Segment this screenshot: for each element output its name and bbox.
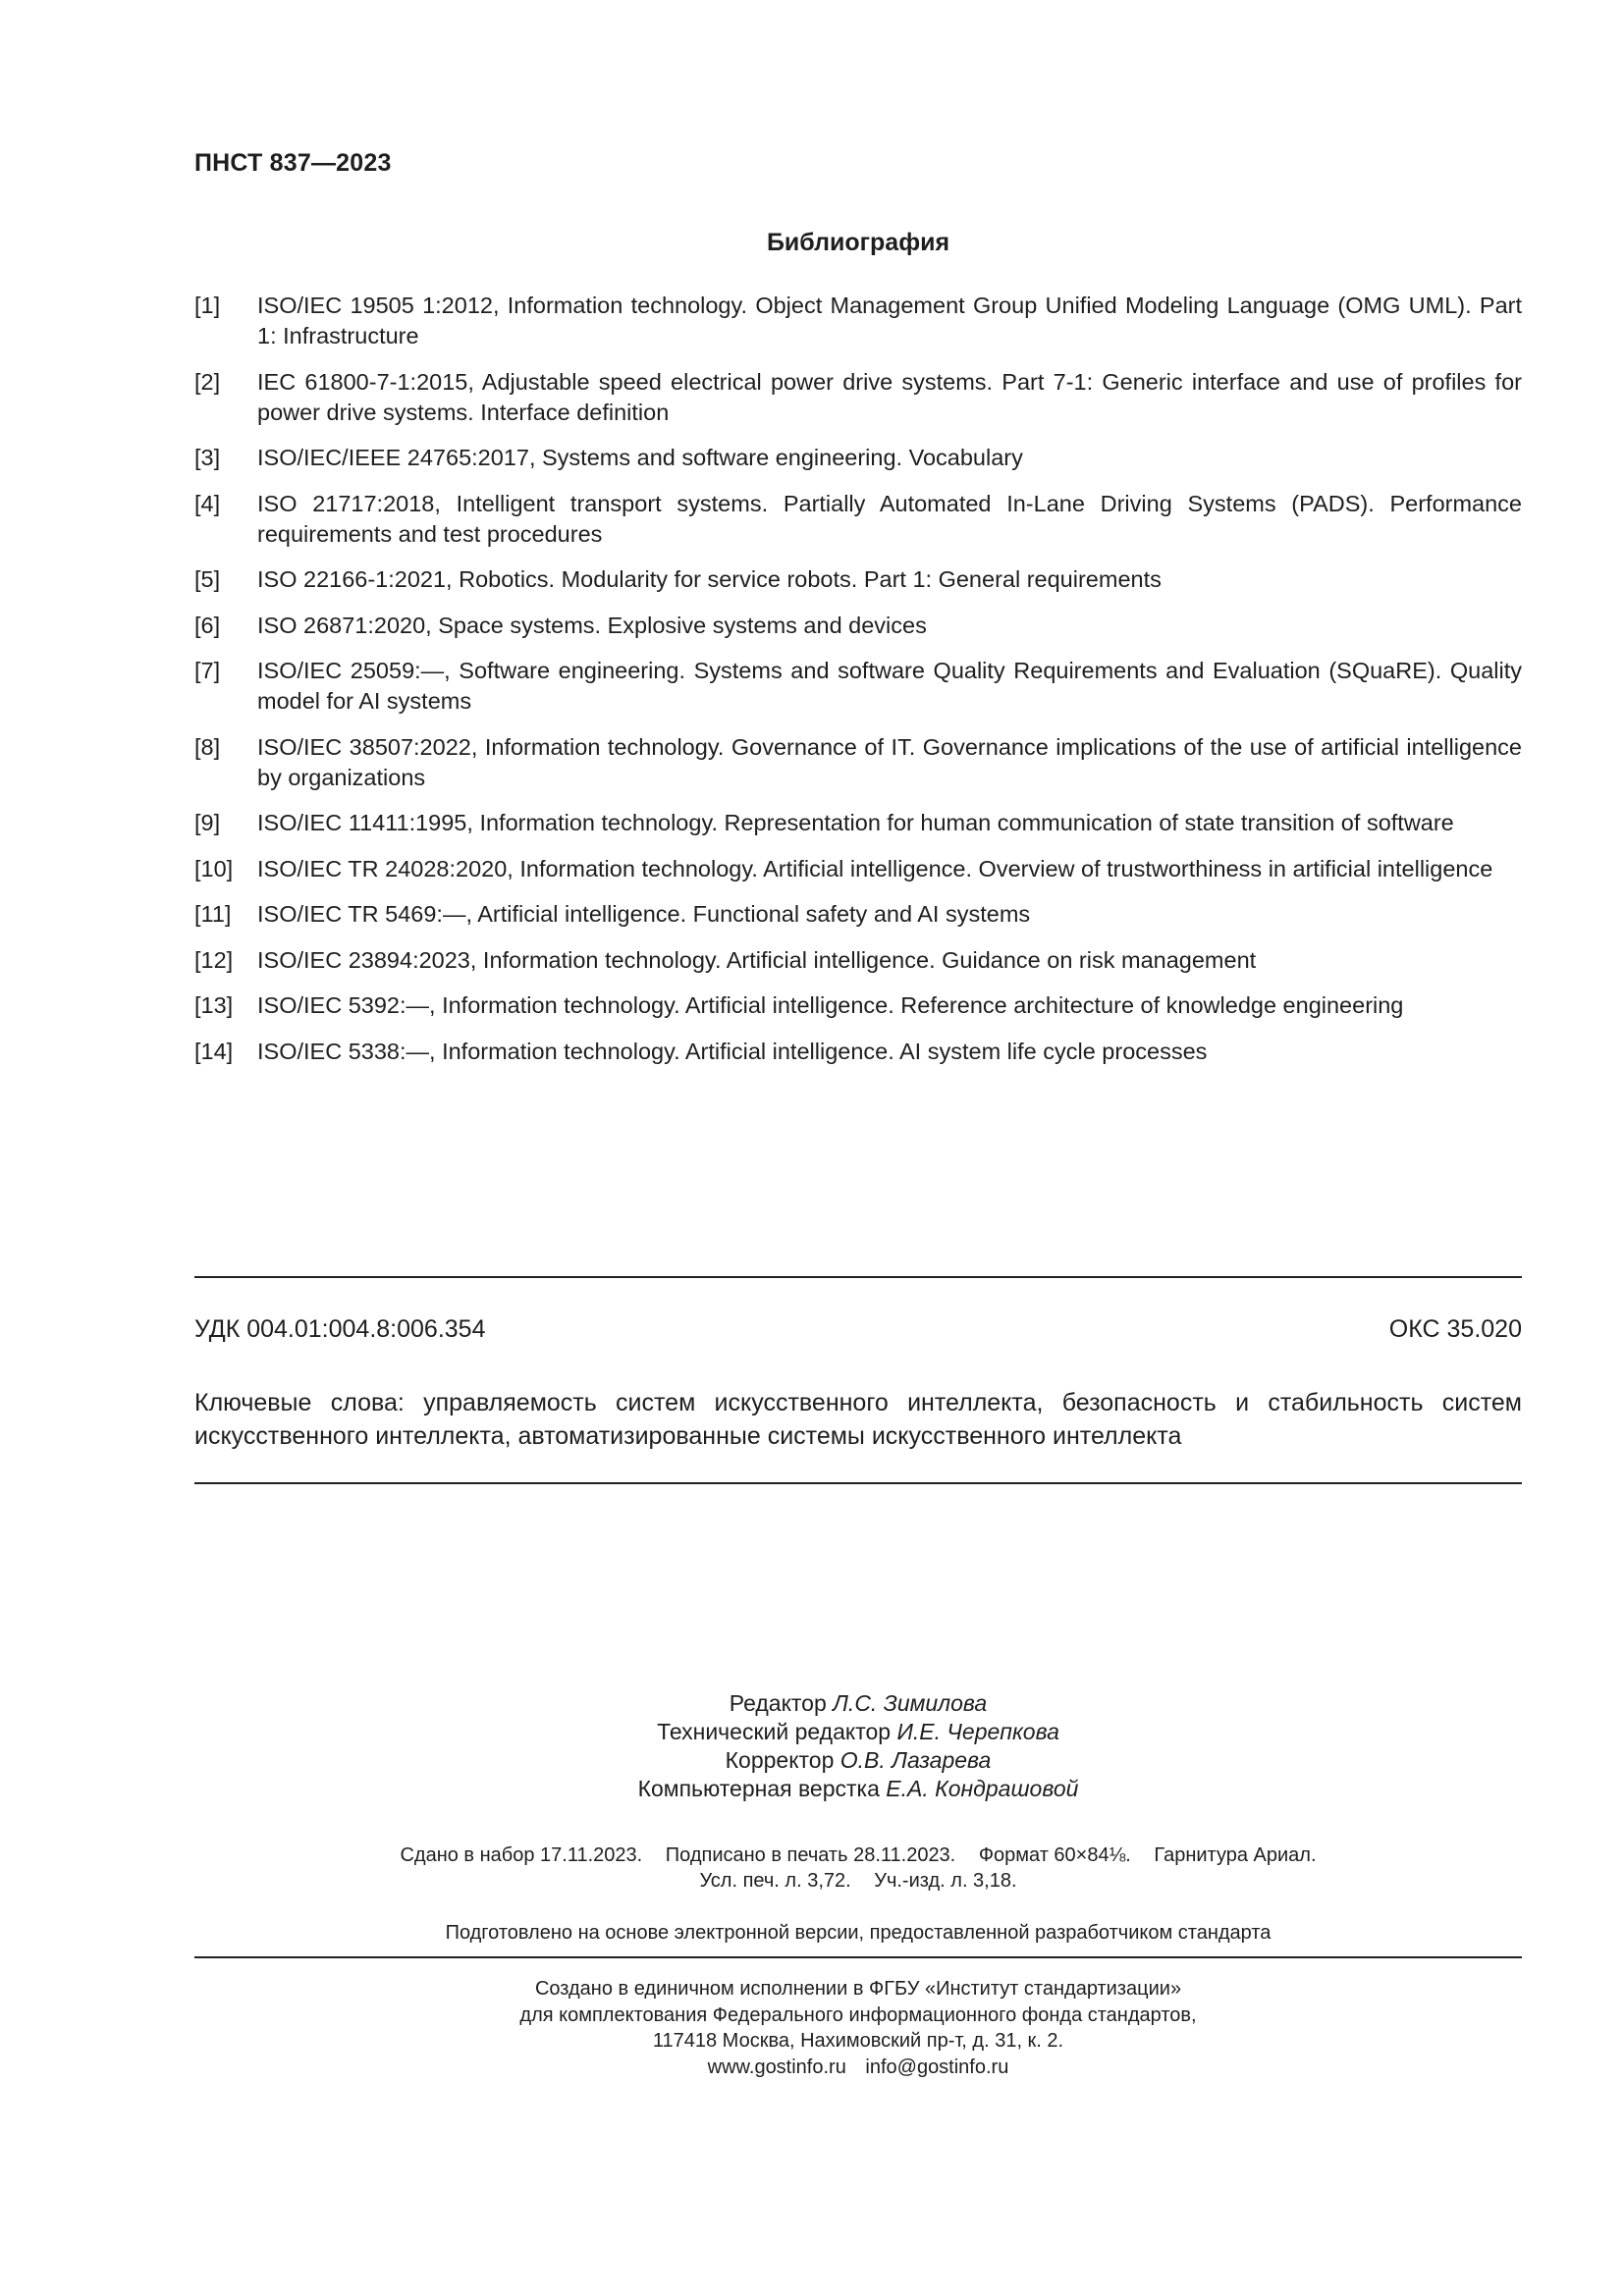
credit-name: Е.А. Кондрашовой [886,1776,1079,1801]
publisher-line-3: 117418 Москва, Нахимовский пр-т, д. 31, к. 2. [652,2030,1064,2052]
bibliography-item-text: ISO/IEC 5338:—, Information technology. Artificial intelligence. AI system life cycle processes [257,1038,1208,1064]
bibliography-item-text: ISO 21717:2018, Intelligent transport systems. Partially Automated In-Lane Driving Systems (PADS). Performance requirements and test procedures [257,490,1522,547]
bibliography-item-number: [10] [194,855,234,881]
bibliography-item-number: [8] [194,733,221,760]
bibliography-item-number: [5] [194,566,221,592]
bibliography-item [194,1037,1522,1067]
keywords-divider [194,1482,1522,1484]
credit-role: Редактор [729,1690,827,1716]
bibliography-item-number: [14] [194,1038,234,1064]
print-info [194,1842,1522,1894]
typeset-date: Сдано в набор 17.11.2023. [400,1844,643,1866]
bibliography-item-number: [11] [194,901,232,927]
bibliography-item-number: [9] [194,810,221,835]
bibliography-item-text: IEC 61800-7-1:2015, Adjustable speed electrical power drive systems. Part 7-1: Generic interface and use of profiles for power drive systems. Interface definition [257,368,1522,425]
bottom-divider [194,1956,1522,1958]
credit-editor [194,1689,1522,1718]
publisher-block [194,1976,1522,2080]
bibliography-item-number: [1] [194,293,221,318]
bibliography-item-number: [12] [194,946,234,973]
classification-row [194,1315,1522,1344]
bibliography-item [194,656,1522,717]
signed-date: Подписано в печать 28.11.2023. [665,1844,956,1866]
oks-code: ОКС 35.020 [1388,1315,1522,1343]
bibliography-item [194,367,1522,428]
udc-code: УДК 004.01:004.8:006.354 [194,1315,486,1343]
bibliography-item-text: ISO/IEC 23894:2023, Information technology. Artificial intelligence. Guidance on risk management [257,946,1257,973]
bibliography-item [194,945,1522,976]
bibliography-item-text: ISO/IEC 5392:—, Information technology. Artificial intelligence. Reference architecture of knowledge engineering [257,992,1404,1018]
credit-name: Л.С. Зимилова [833,1690,988,1716]
bibliography-item [194,899,1522,930]
website-link[interactable]: www.gostinfo.ru [707,2056,846,2078]
credit-tech-editor [194,1718,1522,1746]
email-link[interactable]: info@gostinfo.ru [865,2056,1009,2078]
bibliography-item-number: [4] [194,490,221,516]
bibliography-title: Библиография [766,229,950,256]
bibliography-item-text: ISO 26871:2020, Space systems. Explosive systems and devices [257,612,927,638]
prepared-note: Подготовлено на основе электронной версии, предоставленной разработчиком стандарта [445,1922,1272,1944]
bibliography-item-number: [3] [194,445,221,470]
bibliography-item-number: [2] [194,368,221,395]
bibliography-item [194,291,1522,351]
bibliography-item [194,808,1522,838]
bibliography-item [194,489,1522,550]
bibliography-item [194,564,1522,595]
bibliography-item-text: ISO 22166-1:2021, Robotics. Modularity for service robots. Part 1: General requirements [257,566,1162,592]
bibliography-item [194,443,1522,473]
bibliography-item-text: ISO/IEC/IEEE 24765:2017, Systems and software engineering. Vocabulary [257,445,1023,470]
bibliography-item [194,611,1522,641]
printed-sheets: Усл. печ. л. 3,72. [699,1870,851,1892]
bibliography-item [194,854,1522,884]
bibliography-item-text: ISO/IEC TR 5469:—, Artificial intelligence. Functional safety and AI systems [257,901,1031,927]
bibliography-item-text: ISO/IEC 38507:2022, Information technology. Governance of IT. Governance implications of the use of artificial intelligence by organizations [257,733,1522,790]
credit-layout [194,1775,1522,1803]
top-divider [194,1276,1522,1278]
bibliography-item-number: [6] [194,612,221,638]
credit-role: Корректор [725,1747,835,1773]
credit-role: Технический редактор [657,1719,892,1744]
credits-block [194,1689,1522,1803]
bibliography-item-number: [13] [194,992,234,1018]
bibliography-item [194,990,1522,1021]
credit-role: Компьютерная верстка [637,1776,880,1801]
publisher-line-2: для комплектования Федерального информационного фонда стандартов, [519,2003,1197,2026]
bibliography-item-text: ISO/IEC 11411:1995, Information technology. Representation for human communication of state transition of software [257,810,1454,835]
credit-proofreader [194,1746,1522,1775]
print-info-line-1 [194,1842,1522,1868]
document-code: ПНСТ 837—2023 [194,149,392,177]
bibliography-item-number: [7] [194,658,221,683]
credit-name: О.В. Лазарева [839,1747,992,1773]
bibliography-item-text: ISO/IEC TR 24028:2020, Information technology. Artificial intelligence. Overview of trustworthiness in artificial intelligence [257,855,1493,881]
paper-format: Формат 60×84⅛. [978,1844,1131,1866]
bibliography-item [194,732,1522,793]
print-info-line-2 [194,1868,1522,1894]
bibliography-item-text: ISO/IEC 19505 1:2012, Information technology. Object Management Group Unified Modeling Language (OMG UML). Part 1: Infrastructure [257,293,1522,348]
credit-name: И.Е. Черепкова [896,1719,1059,1744]
typeface: Гарнитура Ариал. [1154,1844,1317,1866]
publisher-line-1: Создано в единичном исполнении в ФГБУ «Институт стандартизации» [534,1978,1182,2000]
bibliography-item-text: ISO/IEC 25059:—, Software engineering. Systems and software Quality Requirements and Evaluation (SQuaRE). Quality model for AI systems [257,658,1522,714]
publisher-sheets: Уч.-изд. л. 3,18. [874,1870,1017,1892]
bibliography-list [194,291,1522,1082]
keywords-paragraph: Ключевые слова: управляемость систем искусственного интеллекта, безопасность и стабильность систем искусственного интеллекта, автоматизированные системы искусственного интеллекта [194,1389,1522,1450]
publisher-contacts [194,2055,1522,2081]
